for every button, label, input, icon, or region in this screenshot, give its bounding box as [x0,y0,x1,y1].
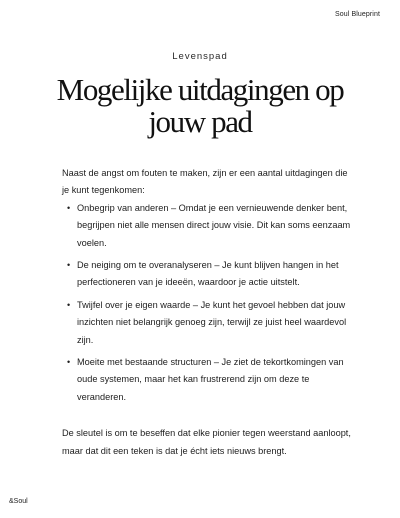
footer-brand: &Soul [9,498,28,505]
list-item: • De neiging om te overanalyseren – Je kunt blijven hangen in het perfectioneren van je ideeën, waardoor je actie uitstelt. [77,257,352,292]
conclusion-paragraph: De sleutel is om te beseffen dat elke pionier tegen weerstand aanloopt, maar dat dit een teken is dat je écht iets nieuws brengt. [62,428,351,456]
challenges-list [62,200,352,406]
list-item: • Twijfel over je eigen waarde – Je kunt het gevoel hebben dat jouw inzichten niet belangrijk genoeg zijn, terwijl ze juist heel waardevol zijn. [77,297,352,349]
header-brand: Soul Blueprint [335,11,380,18]
body-content [62,165,352,460]
intro-paragraph: Naast de angst om fouten te maken, zijn er een aantal uitdagingen die je kunt tegenkomen: [62,168,348,196]
page-title: Mogelijke uitdagingen op jouw pad [56,72,344,139]
section-eyebrow: Levenspad [172,51,228,62]
list-item: • Moeite met bestaande structuren – Je ziet de tekortkomingen van oude systemen, maar het kan frustrerend zijn om deze te veranderen. [77,354,352,406]
list-item: • Onbegrip van anderen – Omdat je een vernieuwende denker bent, begrijpen niet alle mensen direct jouw visie. Dit kan soms eenzaam voelen. [77,200,352,252]
